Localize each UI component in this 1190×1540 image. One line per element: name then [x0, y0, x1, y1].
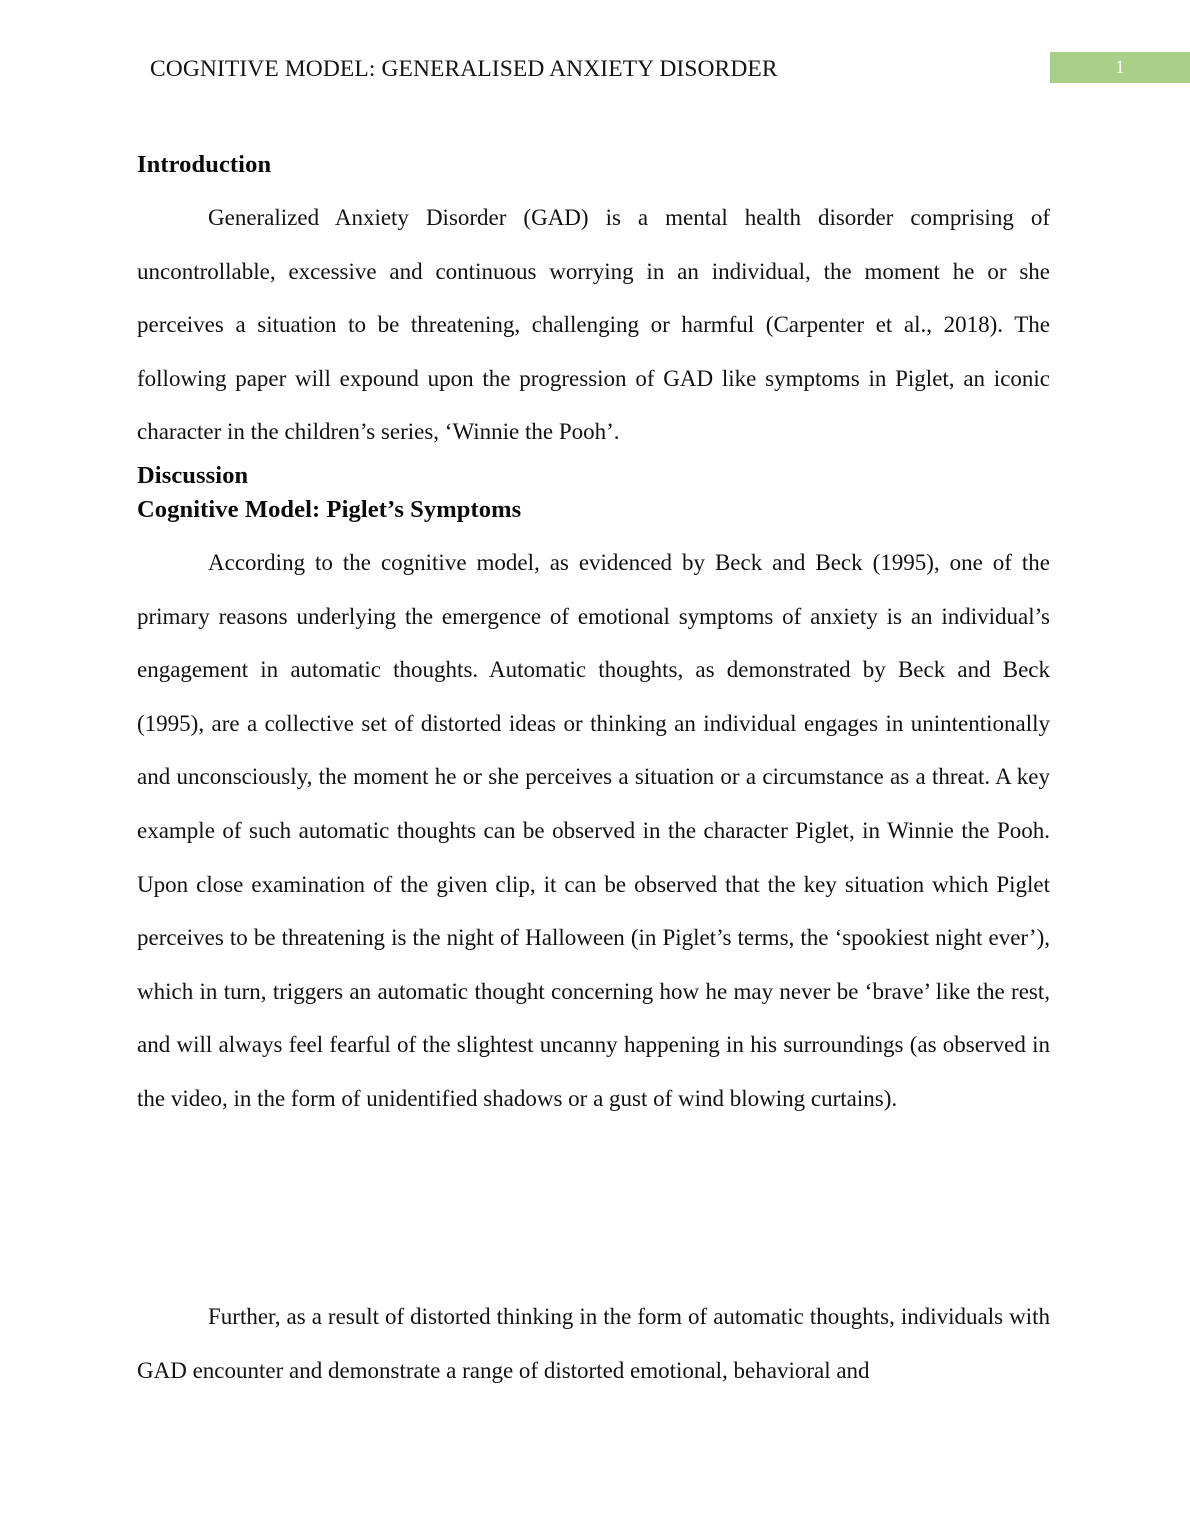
paragraph-discussion-1: According to the cognitive model, as evidenced by Beck and Beck (1995), one of the primary reasons underlying the emergence of emotional symptoms of anxiety is an individual’s engagement in automatic thoughts. Automatic thoughts, as demonstrated by Beck and Beck (1995), are a collective set of distorted ideas or thinking an individual engages in unintentionally and unconsciously, the moment he or she perceives a situation or a circumstance as a threat. A key example of such automatic thoughts can be observed in the character Piglet, in Winnie the Pooh. Upon close examination of the given clip, it can be observed that the key situation which Piglet perceives to be threatening is the night of Halloween (in Piglet’s terms, the ‘spookiest night ever’), which in turn, triggers an automatic thought concerning how he may never be ‘brave’ like the rest, and will always feel fearful of the slightest uncanny happening in his surroundings (as observed in the video, in the form of unidentified shadows or a gust of wind blowing curtains). — [137, 549, 1050, 1111]
paragraph-introduction-1: Generalized Anxiety Disorder (GAD) is a mental health disorder comprising of uncontrollable, excessive and continuous worrying in an individual, the moment he or she perceives a situation to be threatening, challenging or harmful (Carpenter et al., 2018). The following paper will expound upon the progression of GAD like symptoms in Piglet, an iconic character in the children’s series, ‘Winnie the Pooh’. — [137, 205, 1050, 445]
paragraph-discussion-2: Further, as a result of distorted thinking in the form of automatic thoughts, individuals with GAD encounter and demonstrate a range of distorted emotional, behavioral and — [137, 1304, 1050, 1383]
running-header — [0, 52, 1190, 86]
heading-introduction: Introduction — [137, 151, 272, 178]
running-head-text: COGNITIVE MODEL: GENERALISED ANXIETY DISORDER — [150, 56, 778, 82]
page-bottom-clip — [137, 1290, 1050, 1540]
document-body — [137, 148, 1050, 1126]
page-number: 1 — [1115, 57, 1125, 78]
subheading-cognitive-model-piglets-symptoms: Cognitive Model: Piglet’s Symptoms — [137, 495, 522, 523]
heading-discussion: Discussion — [137, 461, 249, 489]
